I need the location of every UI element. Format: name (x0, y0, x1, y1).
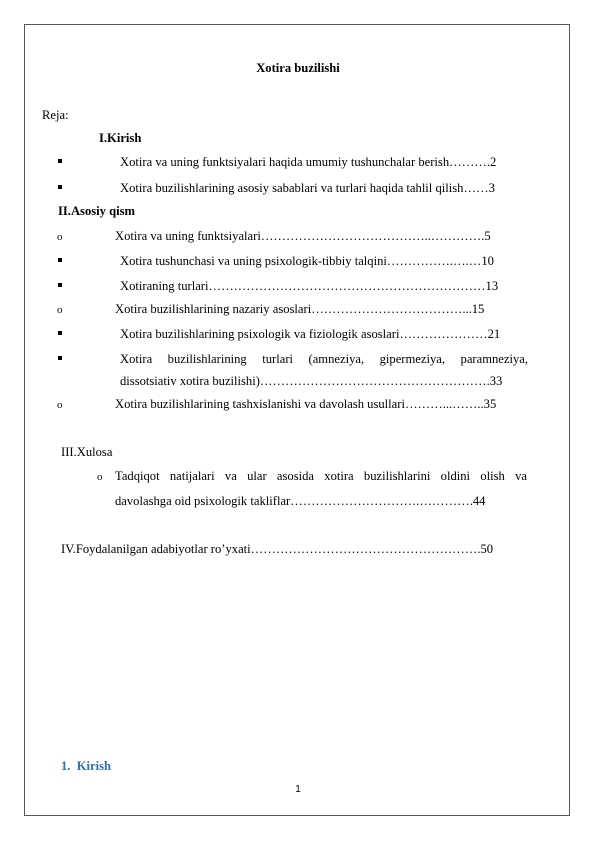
toc-item: Xotira va uning funktsiyalari haqida umumiy tushunchalar berish……….2 (120, 155, 497, 169)
square-bullet-icon (58, 258, 62, 262)
circle-bullet-icon: o (97, 471, 103, 483)
toc-item-continued: dissotsiativ xotira buzilishi)……………………………………………….33 (120, 374, 503, 388)
toc-item: Xotira buzilishlarining psixologik va fiziologik asoslari…………………21 (120, 327, 501, 341)
square-bullet-icon (58, 283, 62, 287)
toc-item: Xotira buzilishlarining tashxislanishi va davolash usullari………...……..35 (115, 397, 497, 411)
toc-item: Xotira tushunchasi va uning psixologik-tibbiy talqini…………….….…10 (120, 254, 494, 268)
section-heading (61, 758, 111, 774)
page-number: 1 (295, 784, 301, 795)
toc-item: Xotira buzilishlarining nazariy asoslari………………………………...15 (115, 302, 485, 316)
circle-bullet-icon: o (57, 231, 63, 243)
square-bullet-icon (58, 356, 62, 360)
toc-item: Xotira buzilishlarining turlari (amneziya, gipermeziya, paramneziya, (120, 352, 528, 366)
toc-item: IV.Foydalanilgan adabiyotlar ro’yxati……………………………………………….50 (61, 542, 494, 556)
square-bullet-icon (58, 185, 62, 189)
kirish-heading: I.Kirish (99, 131, 142, 145)
square-bullet-icon (58, 331, 62, 335)
toc-item: Xotira buzilishlarining asosiy sabablari va turlari haqida tahlil qilish……3 (120, 181, 495, 195)
circle-bullet-icon: o (57, 304, 63, 316)
section-number: 1. (61, 759, 71, 773)
toc-item: Xotiraning turlari…………………………………………………………13 (120, 279, 499, 293)
square-bullet-icon (58, 159, 62, 163)
asosiy-heading: II.Asosiy qism (58, 204, 135, 218)
xulosa-heading: III.Xulosa (61, 445, 113, 459)
page-title: Xotira buzilishi (256, 61, 340, 75)
circle-bullet-icon: o (57, 399, 63, 411)
toc-item-continued: davolashga oid psixologik takliflar………………………….………….44 (115, 494, 486, 508)
toc-item: Xotira va uning funktsiyalari…………………………………..………….5 (115, 229, 491, 243)
reja-label: Reja: (42, 108, 69, 122)
section-title: Kirish (76, 759, 112, 773)
toc-item: Tadqiqot natijalari va ular asosida xotira buzilishlarini oldini olish va (115, 469, 527, 483)
